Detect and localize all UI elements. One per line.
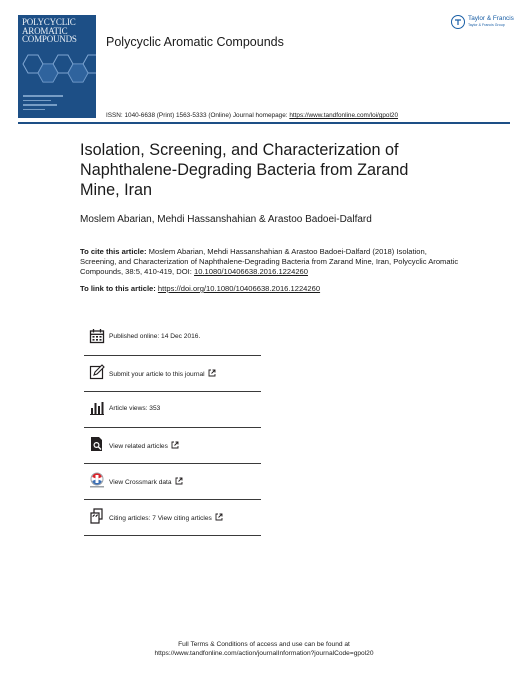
submit-article-label[interactable]: Submit your article to this journal xyxy=(109,369,216,378)
crossmark-label[interactable]: View Crossmark data xyxy=(109,477,183,486)
issn-line xyxy=(106,112,398,119)
pencil-icon xyxy=(89,364,105,380)
journal-homepage-link[interactable]: https://www.tandfonline.com/loi/gpol20 xyxy=(289,112,399,119)
journal-name[interactable]: Polycyclic Aromatic Compounds xyxy=(106,35,284,49)
cover-title: POLYCYCLIC AROMATIC COMPOUNDS xyxy=(22,17,77,44)
crossmark-icon xyxy=(89,472,105,488)
article-doi-url[interactable]: https://doi.org/10.1080/10406638.2016.1224260 xyxy=(157,284,321,293)
submit-article-row[interactable] xyxy=(84,356,261,392)
footer xyxy=(0,640,528,658)
external-link-icon xyxy=(175,477,183,485)
footer-terms-text: Full Terms & Conditions of access and use can be found at xyxy=(178,641,350,648)
citing-articles-label[interactable]: Citing articles: 7 View citing articles xyxy=(109,513,223,522)
citation-block xyxy=(80,247,460,278)
cover-hexagon-graphic xyxy=(18,51,96,91)
article-views-label: Article views: 353 xyxy=(109,405,161,412)
external-link-icon xyxy=(171,441,179,449)
external-link-icon xyxy=(208,369,216,377)
header-divider xyxy=(18,122,510,124)
article-link-label: To link to this article: xyxy=(80,284,158,293)
article-views-row xyxy=(84,392,261,428)
cover-text-lines xyxy=(23,95,63,113)
external-link-icon xyxy=(215,513,223,521)
related-articles-row[interactable] xyxy=(84,428,261,464)
related-articles-label[interactable]: View related articles xyxy=(109,441,179,450)
article-title: Isolation, Screening, and Characterization of Naphthalene-Degrading Bacteria from Zarand Mine, Iran xyxy=(80,141,409,199)
publisher-logo-icon xyxy=(451,15,465,29)
publisher-logo-text: Taylor & Francis xyxy=(468,15,514,22)
author-list: Moslem Abarian, Mehdi Hassanshahian & Arastoo Badoei-Dalfard xyxy=(80,214,372,225)
citation-doi-link[interactable]: 10.1080/10406638.2016.1224260 xyxy=(193,267,309,277)
bar-chart-icon xyxy=(89,400,105,416)
footer-terms-link[interactable]: https://www.tandfonline.com/action/journalInformation?journalCode=gpol20 xyxy=(154,650,374,657)
related-articles-icon xyxy=(89,436,105,452)
calendar-icon xyxy=(89,328,105,344)
publisher-logo[interactable] xyxy=(451,14,523,32)
issn-text: ISSN: 1040-6638 (Print) 1563-5333 (Online) Journal homepage: xyxy=(106,112,290,119)
citing-articles-row[interactable] xyxy=(84,500,261,536)
published-online-row xyxy=(84,320,261,356)
article-link-line xyxy=(80,284,320,293)
citing-articles-icon xyxy=(89,508,105,524)
citation-label: To cite this article: xyxy=(80,247,147,256)
crossmark-row[interactable] xyxy=(84,464,261,500)
journal-cover xyxy=(18,15,96,118)
citation-text: Moslem Abarian, Mehdi Hassanshahian & Arastoo Badoei-Dalfard (2018) Isolation, Screening, and Characterization of Naphthalene-Degrading Bacteria from Zarand Mine, Iran, Polycyclic Aromatic Compounds, 38:5, 410-419, DOI: xyxy=(80,247,459,277)
publisher-logo-subtext: Taylor & Francis Group xyxy=(468,23,505,27)
published-online-label: Published online: 14 Dec 2016. xyxy=(109,333,201,340)
